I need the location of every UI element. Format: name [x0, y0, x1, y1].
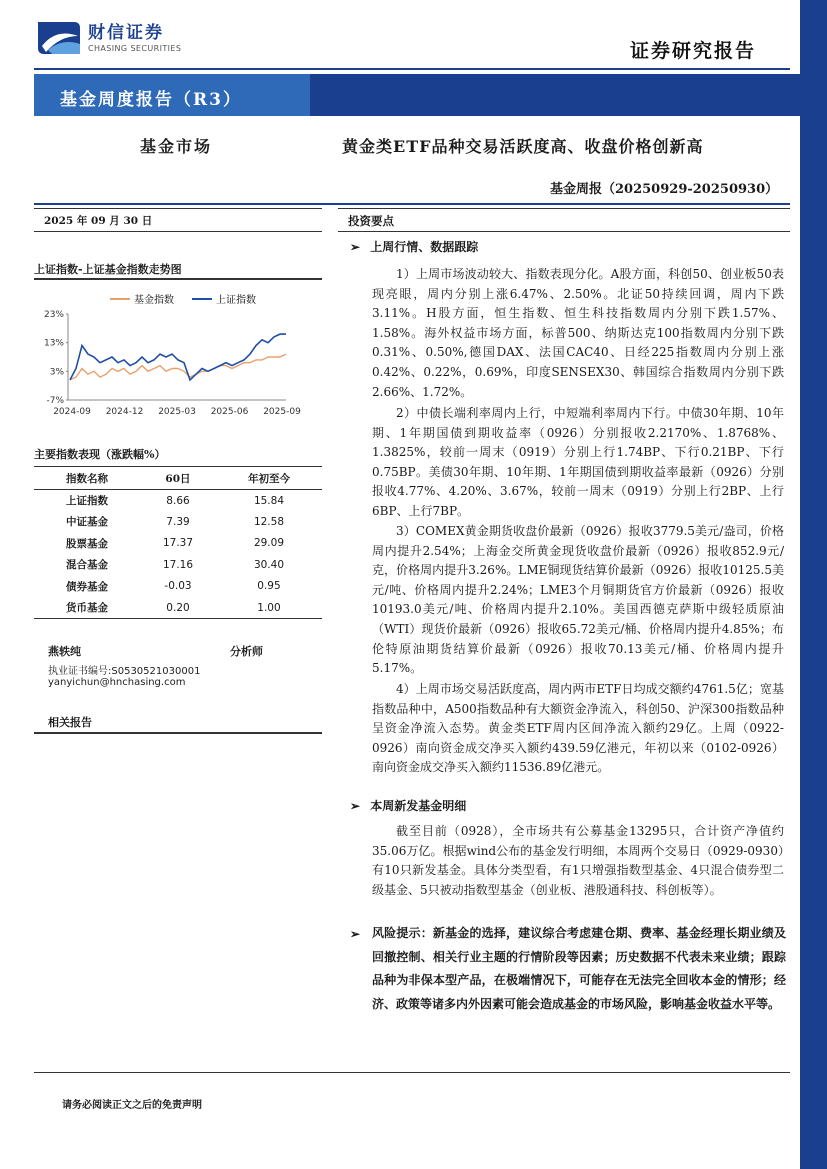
table-row: [34, 576, 322, 598]
cell-ytd: 12.58: [253, 515, 284, 528]
analyst-name: 燕轶纯: [48, 645, 81, 658]
x-tick-label: 2024-12: [105, 407, 144, 417]
cell-60d: 17.37: [162, 537, 194, 550]
x-tick-label: 2025-09: [263, 407, 301, 417]
chart-axes: [68, 314, 286, 400]
performance-title: 主要指数表现（涨跌幅%）: [34, 448, 166, 461]
cell-ytd: 0.95: [257, 580, 281, 593]
related-rule: [34, 732, 322, 734]
para-2: 2）中债长端利率周内上行，中短端利率周内下行。中债30年期、10年期、1年期国债到期收益率（0926）分别报收2.2170%、1.8768%、1.3825%，较前一周末（0919）分别上行1.74BP、下行0.21BP、下行0.75BP。美债30年期、10年期、1年期国债到期收益率最新（0926）分别报收4.77%、4.20%、3.67%，较前一周末（0919）分别上行2BP、上行6BP、上行7BP。: [372, 406, 784, 518]
legend-fund-label: 基金指数: [134, 295, 174, 306]
trend-chart: [34, 286, 322, 426]
cell-60d: 17.16: [162, 558, 194, 571]
y-tick-label: 3%: [49, 367, 64, 378]
x-tick-label: 2025-03: [158, 407, 196, 417]
y-tick-label: 23%: [43, 310, 64, 320]
banner-title: 基金周度报告（R3）: [60, 90, 242, 110]
investment-head-box: [338, 208, 790, 232]
trend-chart-svg: [34, 286, 322, 426]
cell-ytd: 1.00: [216, 597, 322, 619]
chart-title-rule: [34, 278, 322, 280]
table-row: [34, 490, 322, 512]
arrow-bullet-icon: ➢: [350, 240, 361, 254]
y-tick-label: -7%: [46, 396, 64, 406]
col-header-name: 指数名称: [34, 467, 140, 490]
report-type: 证券研究报告: [630, 40, 757, 62]
col-header-ytd: 年初至今: [216, 467, 322, 490]
main-title: 黄金类ETF品种交易活跃度高、收盘价格创新高: [342, 137, 704, 156]
col-header-60d: 60日: [140, 467, 216, 490]
report-date: 2025 年 09 月 30 日: [44, 215, 153, 227]
cell-name: 中证基金: [66, 516, 109, 529]
cell-60d: 7.39: [166, 515, 190, 528]
risk-text: 风险提示：新基金的选择，建议综合考虑建仓期、费率、基金经理长期业绩及回撤控制、相关行业主题的行情阶段等因素；历史数据不代表未来业绩；跟踪品种为非保本型产品，在极端情况下，可能存在无法完全回收本金的情形；经济、政策等诸多内外因素可能会造成基金的市场风险，影响基金收益水平等。: [372, 926, 786, 1011]
cell-name: 股票基金: [66, 537, 109, 550]
analyst-email: yanyichun@hnchasing.com: [48, 677, 186, 688]
edge-bar: [800, 0, 827, 1169]
related-title: 相关报告: [48, 716, 92, 729]
legend-index-label: 上证指数: [216, 295, 256, 306]
cell-name: 上证指数: [66, 495, 109, 507]
cell-60d: 0.20: [140, 597, 216, 619]
performance-table: [34, 466, 322, 619]
para-1: 1）上周市场波动较大、指数表现分化。A股方面，科创50、创业板50表现亮眼，周内分别上涨6.47%、2.50%。北证50持续回调，周内下跌3.11%。H股方面，恒生指数、恒生科技指数周内分别下跌1.57%、1.58%。海外权益市场方面，标普500、纳斯达克100指数周内分别下跌0.31%、0.50%,德国DAX、法国CAC40、日经225指数周内分别上涨0.42%、0.22%，0.69%，印度SENSEX30、韩国综合指数周内分别下跌2.66%、1.72%。: [372, 267, 784, 399]
market-label: 基金市场: [140, 137, 213, 156]
x-tick-label: 2024-09: [53, 407, 91, 417]
table-header-row: [34, 467, 322, 490]
sub-title: 基金周报（20250929-20250930）: [550, 182, 779, 197]
cell-ytd: 30.40: [253, 558, 284, 571]
cell-60d: 8.66: [166, 494, 190, 507]
cell-name: 债券基金: [66, 580, 109, 593]
footer-rule: [34, 1072, 790, 1073]
analyst-role: 分析师: [230, 645, 263, 658]
table-row: [34, 597, 322, 619]
cell-name: 货币基金: [34, 597, 140, 619]
risk-arrow-icon: ➢: [350, 927, 361, 941]
cell-name: 混合基金: [66, 559, 109, 572]
cell-ytd: 29.09: [253, 537, 284, 550]
section-head-newfunds-label: 本周新发基金明细: [370, 799, 467, 813]
logo-mark-icon: [34, 16, 84, 60]
para-3: 3）COMEX黄金期货收盘价最新（0926）报收3779.5美元/盎司，价格周内提升2.54%；上海金交所黄金现货收盘价最新（0926）报收852.9元/克，价格周内提升3.26%。LME铜现货结算价最新（0926）报收10125.5美元/吨、价格周内提升2.24%；LME3个月铜期货官方价最新（0926）报收10193.0美元/吨、价格周内提升2.10%。美国西德克萨斯中级轻质原油（WTI）现货价最新（0926）报收65.72美元/桶、价格周内提升4.85%；布伦特原油期货结算价最新（0926）报收70.13美元/桶、价格周内提升5.17%。: [372, 524, 784, 676]
disclaimer-note: 请务必阅读正文之后的免责声明: [62, 1100, 202, 1111]
logo-cn: 财信证券: [88, 23, 164, 43]
y-tick-label: 13%: [43, 338, 64, 349]
header-rule: [34, 68, 790, 70]
section-head-newfunds: [350, 797, 466, 814]
arrow-bullet-icon: ➢: [350, 799, 361, 813]
banner-right: [310, 74, 800, 116]
para-4: 4）上周市场交易活跃度高，周内两市ETF日均成交额约4761.5亿；宽基指数品种中，A500指数品种有大额资金净流入，科创50、沪深300指数品种呈资金净流入态势。黄金类ETF周内区间净流入额约29亿。上周（0922-0926）南向资金成交净买入额约439.59亿港元，年初以来（0102-0926）南向资金成交净买入额约11536.89亿港元。: [372, 682, 784, 775]
cell-ytd: 15.84: [253, 494, 284, 507]
subtitle-rule: [34, 203, 790, 205]
series-line-shanghai-index: [70, 334, 286, 380]
section-head-market-label: 上周行情、数据跟踪: [370, 240, 479, 254]
x-tick-label: 2025-06: [210, 407, 249, 417]
series-line-fund-index: [70, 354, 286, 380]
investment-title: 投资要点: [348, 214, 394, 228]
para-5: 截至目前（0928），全市场共有公募基金13295只，合计资产净值约35.06万亿。根据wind公布的基金发行明细，本周两个交易日（0929-0930）有10只新发基金。具体分类型看，有1只增强指数型基金、4只混合债券型二级基金、5只被动指数型基金（创业板、港股通科技、科创板等）。: [372, 824, 784, 897]
logo-en: CHASING SECURITIES: [88, 44, 182, 53]
analyst-license: 执业证书编号:S0530521030001: [48, 666, 201, 677]
chart-title: 上证指数-上证基金指数走势图: [34, 263, 182, 276]
cell-60d: -0.03: [164, 580, 192, 593]
table-row: [34, 511, 322, 533]
table-row: [34, 554, 322, 576]
table-row: [34, 533, 322, 555]
section-head-market: [350, 238, 478, 255]
